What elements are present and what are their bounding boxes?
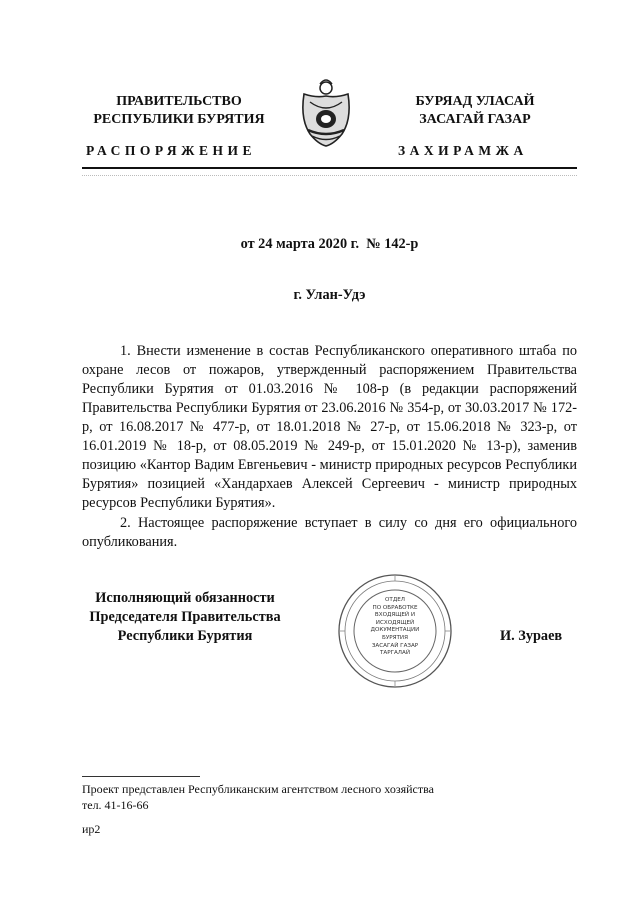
doc-type-bua: ЗАХИРАМЖА — [398, 143, 528, 158]
stamp-line-6: БУРЯТИЯ — [382, 634, 408, 641]
signatory-title-line1: Исполняющий обязанности — [95, 590, 275, 606]
paragraph-2: 2. Настоящее распоряжение вступает в силу со дня его официального опубликования. — [82, 515, 577, 550]
org-name-bua-line2: ЗАСАГАЙ ГАЗАР — [419, 112, 531, 127]
signatory-name: И. Зураев — [500, 628, 563, 644]
org-name-bua-line1: БУРЯАД УЛАСАЙ — [415, 94, 535, 109]
paragraph-1: 1. Внести изменение в состав Республиканского оперативного штаба по охране лесов от пожаров, утвержденный распоряжением Правительства Республики Бурятия от 01.03.2016 № 108-р (в редакции распоряжений Правительства Республики Бурятия от 23.06.2016 № 354-р, от 30.03.2017 № 172-р, от 16.08.2017 № 477-р, от 18.01.2018 № 27-р, от 15.06.2018 № 323-р, от 16.01.2019 № 18-р, от 08.05.2019 № 249-р, от 15.01.2020 № 13-р), заменив позицию «Кантор Вадим Евгеньевич - министр природных ресурсов Республики Бурятия» позицией «Хандархаев Алексей Сергеевич - министр природных ресурсов Республики Бурятия». — [82, 343, 577, 511]
stamp-line-4: ИСХОДЯЩЕЙ — [375, 619, 415, 626]
footnote-phone: тел. 41-16-66 — [82, 798, 149, 812]
header-rule — [82, 167, 577, 169]
stamp-line-3: ВХОДЯЩЕЙ И — [374, 612, 416, 619]
date-number: от 24 марта 2020 г. № 142-р — [240, 236, 419, 252]
header-right — [380, 93, 570, 129]
buryatia-coat-of-arms-icon — [296, 74, 356, 148]
stamp-line-1: ОТДЕЛ — [385, 597, 405, 603]
body-text — [82, 342, 577, 513]
doc-type-ru: РАСПОРЯЖЕНИЕ — [86, 143, 257, 158]
stamp-line-2: ПО ОБРАБОТКЕ — [372, 604, 418, 611]
footnote-rule — [82, 776, 200, 777]
org-name-ru-line1: ПРАВИТЕЛЬСТВО — [116, 94, 242, 109]
document-code: ир2 — [82, 822, 101, 836]
official-stamp — [336, 572, 454, 690]
header-left — [84, 93, 274, 129]
stamp-line-7: ЗАСАГАЙ ГАЗАР — [371, 642, 419, 649]
signatory-title-line2: Председателя Правительства — [89, 609, 281, 625]
signatory-title — [78, 589, 292, 646]
body-text-2 — [82, 514, 577, 552]
header-dotted-rule — [82, 175, 577, 176]
signatory-title-line3: Республики Бурятия — [117, 628, 253, 644]
org-name-ru-line2: РЕСПУБЛИКИ БУРЯТИЯ — [93, 112, 265, 127]
footnote-agency: Проект представлен Республиканским агентством лесного хозяйства — [82, 782, 434, 796]
footnote — [82, 781, 562, 813]
stamp-line-8: ТАРГАЛАЙ — [379, 650, 411, 657]
stamp-line-5: ДОКУМЕНТАЦИИ — [370, 627, 420, 634]
city: г. Улан-Удэ — [293, 287, 366, 303]
